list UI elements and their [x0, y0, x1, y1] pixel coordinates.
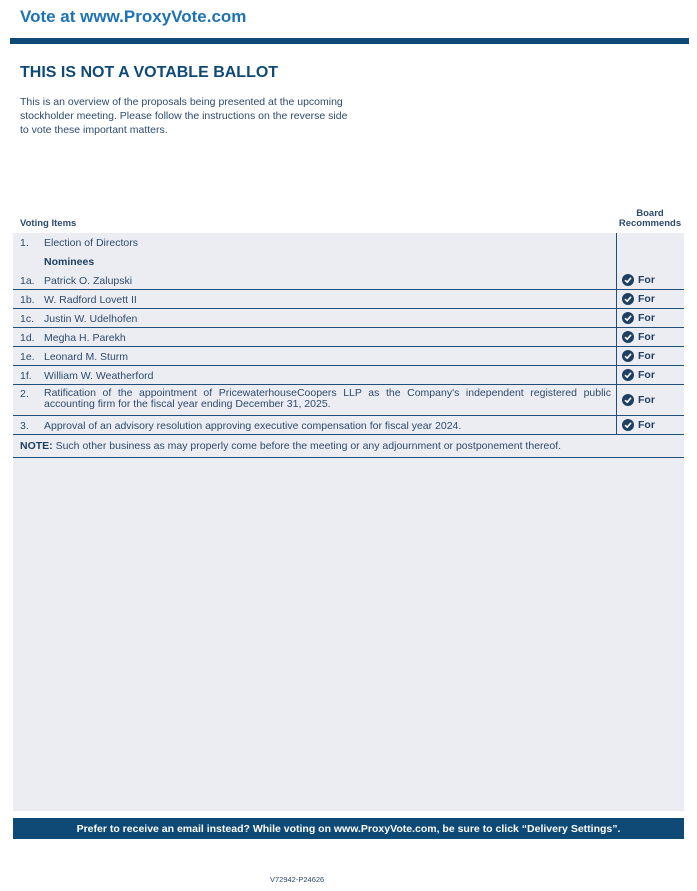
document-code: V72942-P24626 — [270, 875, 325, 884]
item-number — [13, 252, 44, 271]
check-circle-icon — [622, 293, 634, 305]
recommendation-cell — [616, 233, 684, 252]
recommendation-cell — [616, 290, 684, 308]
table-row — [13, 347, 684, 366]
item-number: 2. — [20, 388, 29, 400]
recommendation-label: For — [638, 394, 655, 406]
recommendation-label: For — [638, 293, 655, 305]
item-number: 1. — [20, 237, 29, 249]
check-circle-icon — [622, 312, 634, 324]
footer-banner: Prefer to receive an email instead? While voting on www.ProxyVote.com, be sure to click “Delivery Settings”. — [13, 818, 684, 839]
voting-items-heading: Voting Items — [20, 218, 77, 229]
table-row — [13, 271, 684, 290]
nominee-name: William W. Weatherford — [44, 370, 154, 382]
recommendation-cell — [616, 271, 684, 289]
recommendation-cell — [616, 328, 684, 346]
item-number: 3. — [20, 420, 29, 432]
check-circle-icon — [622, 419, 634, 431]
table-row — [13, 328, 684, 347]
check-circle-icon — [622, 369, 634, 381]
check-circle-icon — [622, 274, 634, 286]
table-row — [13, 416, 684, 435]
recommendation-cell — [616, 366, 684, 384]
nominee-name: Megha H. Parekh — [44, 332, 126, 344]
recommendation-label: For — [638, 350, 655, 362]
table-row — [13, 233, 684, 252]
nominee-name: Patrick O. Zalupski — [44, 275, 133, 287]
note-text: Such other business as may properly come before the meeting or any adjournment or postponement thereof. — [52, 440, 562, 452]
recommendation-cell — [616, 416, 684, 434]
note-row — [13, 435, 684, 458]
recommendation-label: For — [638, 369, 655, 381]
recommendation-cell — [616, 347, 684, 365]
table-row — [13, 385, 684, 416]
recommendation-label: For — [638, 419, 655, 431]
item-number: 1d. — [20, 332, 35, 344]
intro-text: This is an overview of the proposals being presented at the upcoming stockholder meeting. Please follow the instructions on the reverse side to vote these important matters. — [20, 96, 348, 136]
check-circle-icon — [622, 350, 634, 362]
recommendation-label: For — [638, 331, 655, 343]
table-row — [13, 290, 684, 309]
board-recommends-heading — [616, 209, 684, 229]
recommendation-cell — [616, 385, 684, 415]
item-text: Ratification of the appointment of PricewaterhouseCoopers LLP as the Company's independent registered public accounting firm for the fiscal year ending December 31, 2025. — [44, 387, 611, 410]
item-text: Approval of an advisory resolution approving executive compensation for fiscal year 2024. — [44, 420, 462, 432]
item-number: 1b. — [20, 294, 35, 306]
recommendation-cell — [616, 309, 684, 327]
note-label: NOTE: — [20, 440, 53, 452]
item-number: 1e. — [20, 351, 35, 363]
table-row — [13, 309, 684, 328]
board-recommends-line1: Board — [636, 208, 664, 219]
item-text: Election of Directors — [44, 237, 138, 249]
check-circle-icon — [622, 331, 634, 343]
header-rule — [10, 38, 689, 44]
table-row — [13, 252, 684, 271]
table-row — [13, 366, 684, 385]
nominee-name: W. Radford Lovett II — [44, 294, 137, 306]
nominees-label: Nominees — [44, 256, 95, 268]
recommendation-cell — [616, 252, 684, 271]
vote-website-header: Vote at www.ProxyVote.com — [20, 7, 247, 26]
voting-items-table — [13, 233, 684, 458]
nominee-name: Justin W. Udelhofen — [44, 313, 138, 325]
item-number: 1f. — [20, 370, 32, 382]
recommendation-label: For — [638, 312, 655, 324]
recommendation-label: For — [638, 274, 655, 286]
item-number: 1a. — [20, 275, 35, 287]
nominee-name: Leonard M. Sturm — [44, 351, 129, 363]
page-title: THIS IS NOT A VOTABLE BALLOT — [20, 64, 279, 81]
check-circle-icon — [622, 394, 634, 406]
board-recommends-line2: Recommends — [618, 218, 682, 229]
item-number: 1c. — [20, 313, 35, 325]
